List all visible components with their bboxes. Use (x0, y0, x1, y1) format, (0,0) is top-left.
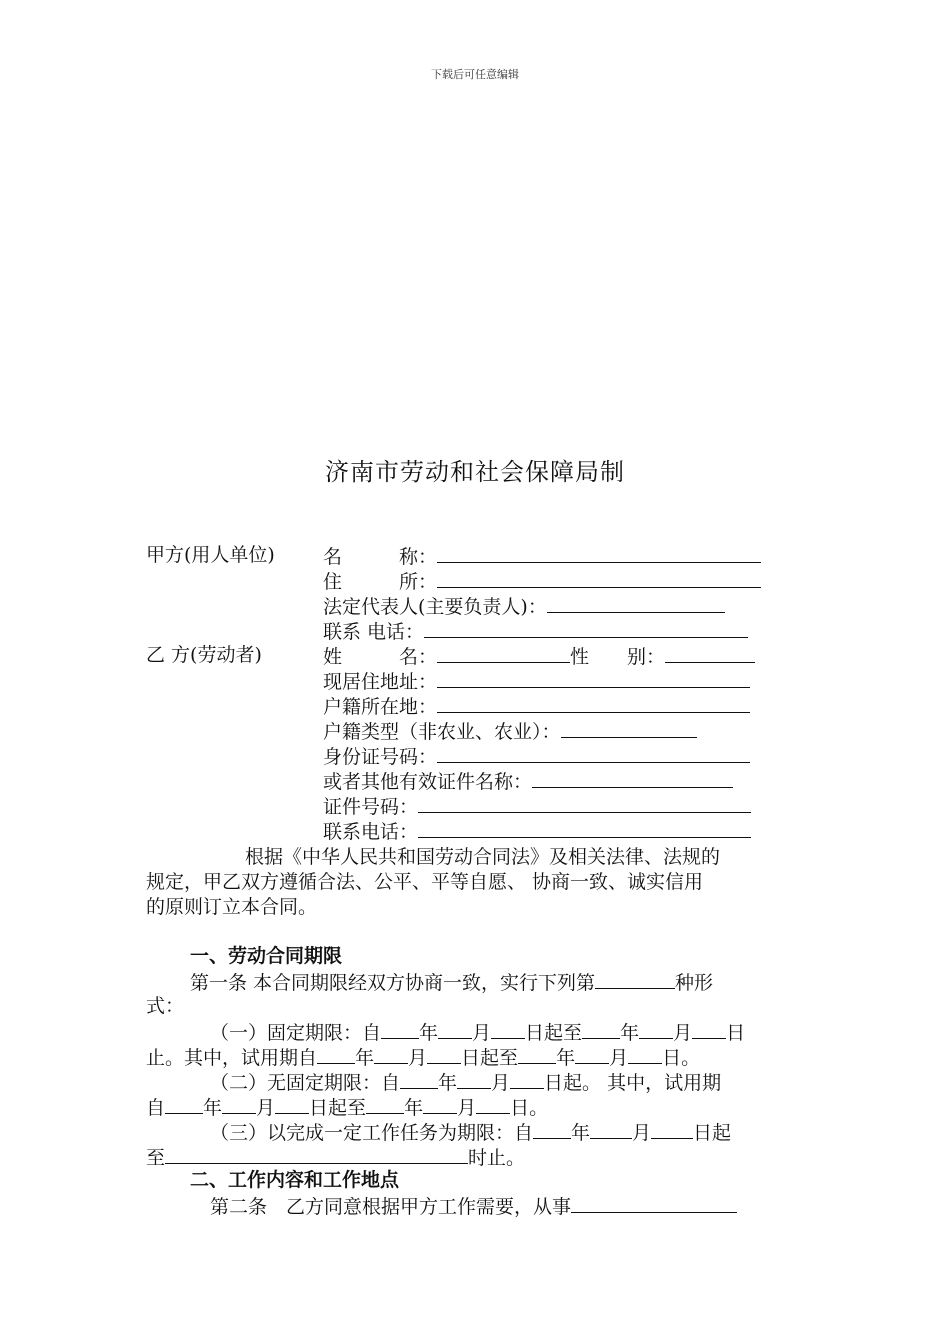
month-label: 月 (256, 1097, 276, 1119)
day-end-label: 日。 (662, 1047, 701, 1069)
article-1-text: 第一条 本合同期限经双方协商一致，实行下列第 (190, 972, 596, 994)
open-probation-start-day[interactable] (275, 1094, 309, 1114)
job-position-field[interactable] (571, 1193, 737, 1213)
party-b-name-label: 姓 名： (323, 646, 438, 668)
party-a-label: 甲方(用人单位) (146, 544, 275, 566)
month-label: 月 (673, 1022, 693, 1044)
term-form-field[interactable] (595, 969, 675, 989)
party-b-cert-number-field[interactable] (418, 793, 751, 813)
party-b-current-address-row (323, 668, 750, 695)
party-a-legal-rep-label: 法定代表人(主要负责人)： (323, 596, 547, 618)
fixed-end-year[interactable] (582, 1019, 620, 1039)
party-a-phone-row (323, 618, 748, 645)
party-b-phone-label: 联系电话： (323, 821, 419, 843)
party-b-id-number-row (323, 743, 750, 770)
fixed-term-label: （一）固定期限：自 (210, 1022, 382, 1044)
task-term-line-1 (210, 1119, 731, 1146)
from-label: 日起至 (309, 1097, 367, 1119)
party-b-cert-number-row (323, 793, 751, 820)
month-label: 月 (457, 1097, 477, 1119)
year-label: 年 (556, 1047, 576, 1069)
preamble-line-3: 的原则订立本合同。 (146, 896, 318, 918)
task-term-label: （三）以完成一定工作任务为期限：自 (210, 1122, 534, 1144)
task-from-label: 日起 (693, 1122, 732, 1144)
open-start-label: 日起。 其中，试用期 (544, 1072, 722, 1094)
task-start-month[interactable] (590, 1119, 632, 1139)
probation-label: 止。其中，试用期自 (146, 1047, 318, 1069)
party-b-id-number-field[interactable] (437, 743, 750, 763)
probation-end-year[interactable] (518, 1044, 556, 1064)
year-label: 年 (355, 1047, 375, 1069)
party-a-name-field[interactable] (437, 543, 761, 563)
probation-start-year[interactable] (317, 1044, 355, 1064)
year-label: 年 (620, 1022, 640, 1044)
month-label: 月 (472, 1022, 492, 1044)
party-a-name-label: 名 称： (323, 546, 438, 568)
month-label: 月 (408, 1047, 428, 1069)
open-probation-label: 自 (146, 1097, 166, 1119)
year-label: 年 (419, 1022, 439, 1044)
task-until-label: 至 (146, 1147, 166, 1169)
from-label: 日起至 (525, 1022, 583, 1044)
month-label: 月 (609, 1047, 629, 1069)
page-header: 下载后可任意编辑 (431, 68, 519, 81)
task-start-day[interactable] (651, 1119, 693, 1139)
task-end-label: 时止。 (468, 1147, 526, 1169)
open-probation-start-month[interactable] (222, 1094, 256, 1114)
party-b-hukou-type-field[interactable] (561, 718, 697, 738)
fixed-end-day[interactable] (692, 1019, 726, 1039)
party-b-name-field[interactable] (437, 643, 570, 663)
from-label: 日起至 (461, 1047, 519, 1069)
probation-start-month[interactable] (374, 1044, 408, 1064)
section-1-heading: 一、劳动合同期限 (190, 945, 343, 967)
year-label: 年 (438, 1072, 458, 1094)
probation-end-day[interactable] (628, 1044, 662, 1064)
article-2-text: 第二条 乙方同意根据甲方工作需要，从事 (210, 1196, 572, 1218)
month-label: 月 (632, 1122, 652, 1144)
open-start-day[interactable] (510, 1069, 544, 1089)
party-a-name-row (323, 543, 761, 570)
fixed-start-year[interactable] (381, 1019, 419, 1039)
party-b-hukou-type-label: 户籍类型（非农业、农业）： (323, 721, 561, 743)
open-probation-end-day[interactable] (476, 1094, 510, 1114)
open-probation-start-year[interactable] (165, 1094, 203, 1114)
party-b-phone-row (323, 818, 751, 845)
task-start-year[interactable] (533, 1119, 571, 1139)
party-b-gender-label: 性 别： (570, 646, 666, 668)
party-b-hukou-type-row (323, 718, 697, 745)
section-2-heading: 二、工作内容和工作地点 (190, 1169, 400, 1191)
party-b-phone-field[interactable] (418, 818, 751, 838)
article-1-line-2: 式： (146, 995, 185, 1017)
open-term-label: （二）无固定期限：自 (210, 1072, 401, 1094)
party-a-phone-field[interactable] (424, 618, 748, 638)
preamble-line-1: 根据《中华人民共和国劳动合同法》及相关法律、法规的 (245, 846, 721, 868)
article-1-line-1 (190, 969, 713, 996)
party-a-phone-label: 联系 电话： (323, 621, 425, 643)
fixed-term-line-1 (210, 1019, 745, 1046)
task-end-field[interactable] (165, 1144, 468, 1164)
party-a-address-field[interactable] (437, 568, 761, 588)
fixed-term-line-2 (146, 1044, 700, 1071)
day-end-label: 日。 (510, 1097, 549, 1119)
party-a-address-row (323, 568, 761, 595)
open-start-year[interactable] (400, 1069, 438, 1089)
year-label: 年 (571, 1122, 591, 1144)
month-label: 月 (491, 1072, 511, 1094)
open-term-line-2 (146, 1094, 548, 1121)
open-start-month[interactable] (457, 1069, 491, 1089)
party-b-hukou-location-label: 户籍所在地： (323, 696, 438, 718)
open-probation-end-year[interactable] (366, 1094, 404, 1114)
open-probation-end-month[interactable] (423, 1094, 457, 1114)
party-b-cert-number-label: 证件号码： (323, 796, 419, 818)
day-label: 日 (726, 1022, 746, 1044)
fixed-start-month[interactable] (438, 1019, 472, 1039)
party-b-hukou-location-row (323, 693, 750, 720)
party-b-current-address-field[interactable] (437, 668, 750, 688)
party-b-gender-field[interactable] (665, 643, 755, 663)
article-1-text-end: 种形 (675, 972, 714, 994)
party-b-label: 乙 方(劳动者) (146, 644, 262, 666)
probation-end-month[interactable] (575, 1044, 609, 1064)
document-title: 济南市劳动和社会保障局制 (325, 458, 625, 486)
preamble-line-2: 规定，甲乙双方遵循合法、公平、平等自愿、 协商一致、诚实信用 (146, 871, 704, 893)
party-b-current-address-label: 现居住地址： (323, 671, 438, 693)
party-b-other-cert-label: 或者其他有效证件名称： (323, 771, 533, 793)
year-label: 年 (404, 1097, 424, 1119)
year-label: 年 (203, 1097, 223, 1119)
party-b-hukou-location-field[interactable] (437, 693, 750, 713)
open-term-line-1 (210, 1069, 721, 1096)
fixed-start-day[interactable] (491, 1019, 525, 1039)
task-term-line-2 (146, 1144, 525, 1171)
party-b-id-number-label: 身份证号码： (323, 746, 438, 768)
article-2-line-1 (210, 1193, 737, 1220)
party-a-address-label: 住 所： (323, 571, 438, 593)
fixed-end-month[interactable] (639, 1019, 673, 1039)
party-a-legal-rep-field[interactable] (547, 593, 725, 613)
party-a-legal-rep-row (323, 593, 725, 620)
party-b-name-row (323, 643, 755, 670)
probation-start-day[interactable] (427, 1044, 461, 1064)
party-b-other-cert-row (323, 768, 733, 795)
party-b-other-cert-field[interactable] (532, 768, 733, 788)
